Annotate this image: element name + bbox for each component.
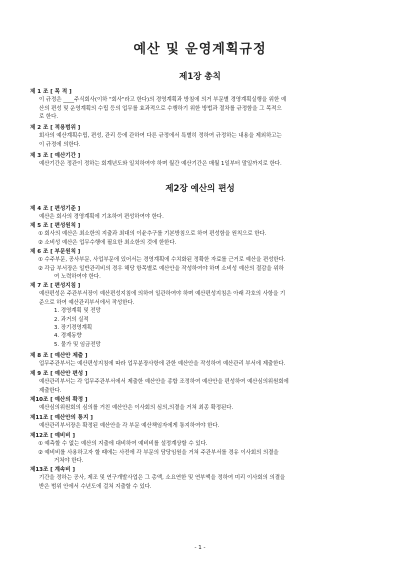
article-4: [30, 205, 375, 222]
article-7-line-1: 예산편성은 주관부서장이 예산편성지침에 의하여 일관하여야 하며 예산편성지침은 아래 각호의 사항을 기: [39, 291, 286, 298]
article-6-item-2: ② 각급 부서장은 일반관리비의 경우 해당 항목별로 예산안을 작성하여야 하며 소비성 예산의 절감을 위하: [38, 265, 284, 272]
article-2: [30, 124, 375, 149]
article-10-heading: 제10조 [ 예산의 확정 ]: [30, 397, 88, 403]
article-3-line-1: 예산기간은 정관이 정하는 회계년도와 일치하여야 하며 월간 예산기간은 매월 1일부터 말일까지로 한다.: [39, 161, 282, 168]
article-5: [30, 222, 375, 247]
article-2-heading: 제 2 조 [ 적용범위 ]: [30, 125, 81, 131]
article-1: [30, 88, 375, 122]
article-7-num-2: 2. 과거의 실적: [54, 316, 89, 323]
article-7-heading: 제 7 조 [ 편성지침 ]: [30, 283, 81, 289]
article-1-heading: 제 1 조 [ 목 적 ]: [30, 89, 72, 95]
article-10-line-1: 예산심의위원회의 심의를 거친 예산안은 이사회의 심의,의결을 거쳐 최종 확정된다.: [39, 405, 234, 412]
article-4-line-1: 예산은 회사의 경영계획에 기초하여 편성하여야 한다.: [39, 214, 164, 221]
article-5-item-1: ① 회사의 예산은 최소한의 지출과 최대의 이윤추구를 기본방침으로 하여 편성함을 원칙으로 한다.: [38, 231, 267, 238]
article-11-line-1: 예산관리부서장은 확정된 예산안을 각 부문 예산책임자에게 통지하여야 한다.: [39, 423, 220, 430]
article-3-heading: 제 3 조 [ 예산기간 ]: [30, 153, 81, 159]
article-4-heading: 제 4 조 [ 편성기준 ]: [30, 206, 81, 212]
article-1-line-1: 이 규정은 ____주식회사(이하 "회사"라고 한다)의 경영계획과 방침에 의거 부문별 경영계획실행을 위한 예: [39, 97, 287, 104]
article-1-line-3: 로 한다.: [39, 114, 59, 121]
article-13-heading: 제13조 [ 계속비 ]: [30, 467, 75, 473]
article-13: [30, 466, 375, 491]
article-11-heading: 제11조 [ 예산안의 통지 ]: [30, 415, 93, 421]
article-6-item-2-cont: 여 노력하여야 한다.: [54, 274, 101, 281]
article-11: [30, 414, 375, 431]
article-8: [30, 352, 375, 369]
article-9-line-2: 제출한다.: [39, 387, 62, 394]
article-13-line-2: 받은 범위 안에서 수년도에 걸쳐 지출할 수 있다.: [39, 483, 152, 490]
document-title: 예산 및 운영계획규정: [133, 42, 267, 57]
article-5-item-2: ② 소비성 예산은 업무수행에 필요한 최소한의 것에 한한다.: [38, 239, 177, 246]
article-7-num-5: 5. 물가 및 임금전망: [54, 341, 101, 348]
article-5-heading: 제 5 조 [ 편성원칙 ]: [30, 223, 81, 229]
article-8-heading: 제 8 조 [ 예산안 제출 ]: [30, 353, 88, 359]
article-7: [30, 282, 375, 349]
page-number: - 1 -: [194, 545, 206, 551]
article-12: [30, 432, 375, 466]
chapter-1-heading: 제1장 총칙: [179, 72, 221, 82]
article-6: [30, 248, 375, 282]
article-7-num-4: 4. 경제동향: [54, 333, 82, 340]
article-9: [30, 370, 375, 395]
article-6-heading: 제 6 조 [ 부문원칙 ]: [30, 249, 81, 255]
article-12-heading: 제12조 [ 예비비 ]: [30, 433, 75, 439]
article-8-line-1: 업무주관부서는 예산편성지침에 따라 업무분장사항에 관한 예산안을 작성하여 예산관리 부서에 제출한다.: [39, 361, 286, 368]
article-12-item-2-cont: 거쳐야 한다.: [54, 458, 84, 465]
article-12-item-2: ② 예비비를 사용하고자 할 때에는 사전에 각 부문의 담당임원을 거쳐 주관부서를 경유 이사회의 의결을: [38, 449, 279, 456]
article-7-num-1: 1. 경영계획 및 전망: [54, 308, 101, 315]
article-10: [30, 396, 375, 413]
article-13-line-1: 기간을 정하는 공사, 제조 및 연구개발사업은 그 총액, 소요연한 및 연부액을 정하여 미리 이사회의 의결을: [39, 475, 286, 482]
article-3: [30, 152, 375, 169]
article-2-line-2: 이 규정에 의한다.: [39, 141, 81, 148]
article-9-line-1: 예산관리부서는 각 업무주관부서에서 제출한 예산안을 종합 조정하여 예산안을 편성하여 예산심의위원회에: [39, 379, 289, 386]
article-9-heading: 제 9 조 [ 예산안 편성 ]: [30, 371, 88, 377]
article-2-line-1: 회사의 예산계획수립, 편성, 관리 등에 관하여 다른 규정에서 특별히 정하여 규정하는 내용을 제외하고는: [39, 133, 282, 140]
article-7-num-3: 3. 장기경영계획: [54, 325, 93, 332]
article-1-line-2: 산의 편성 및 운영계획의 수립 등의 업무를 효과적으로 수행하기 위한 방법과 절차를 규정함을 그 목적으: [39, 105, 282, 112]
article-12-item-1: ① 예측할 수 없는 예산의 지출에 대비하여 예비비를 설정계상할 수 있다.: [38, 441, 208, 448]
chapter-2-heading: 제2장 예산의 편성: [165, 184, 235, 194]
article-6-item-1: ① 수주부문, 공사부문, 사업부문에 있어서는 경영계획에 수치화된 정확한 자료를 근거로 예산을 편성한다.: [38, 257, 286, 264]
article-7-line-2: 준으로 하여 예산관리부서에서 작성한다.: [39, 299, 135, 306]
